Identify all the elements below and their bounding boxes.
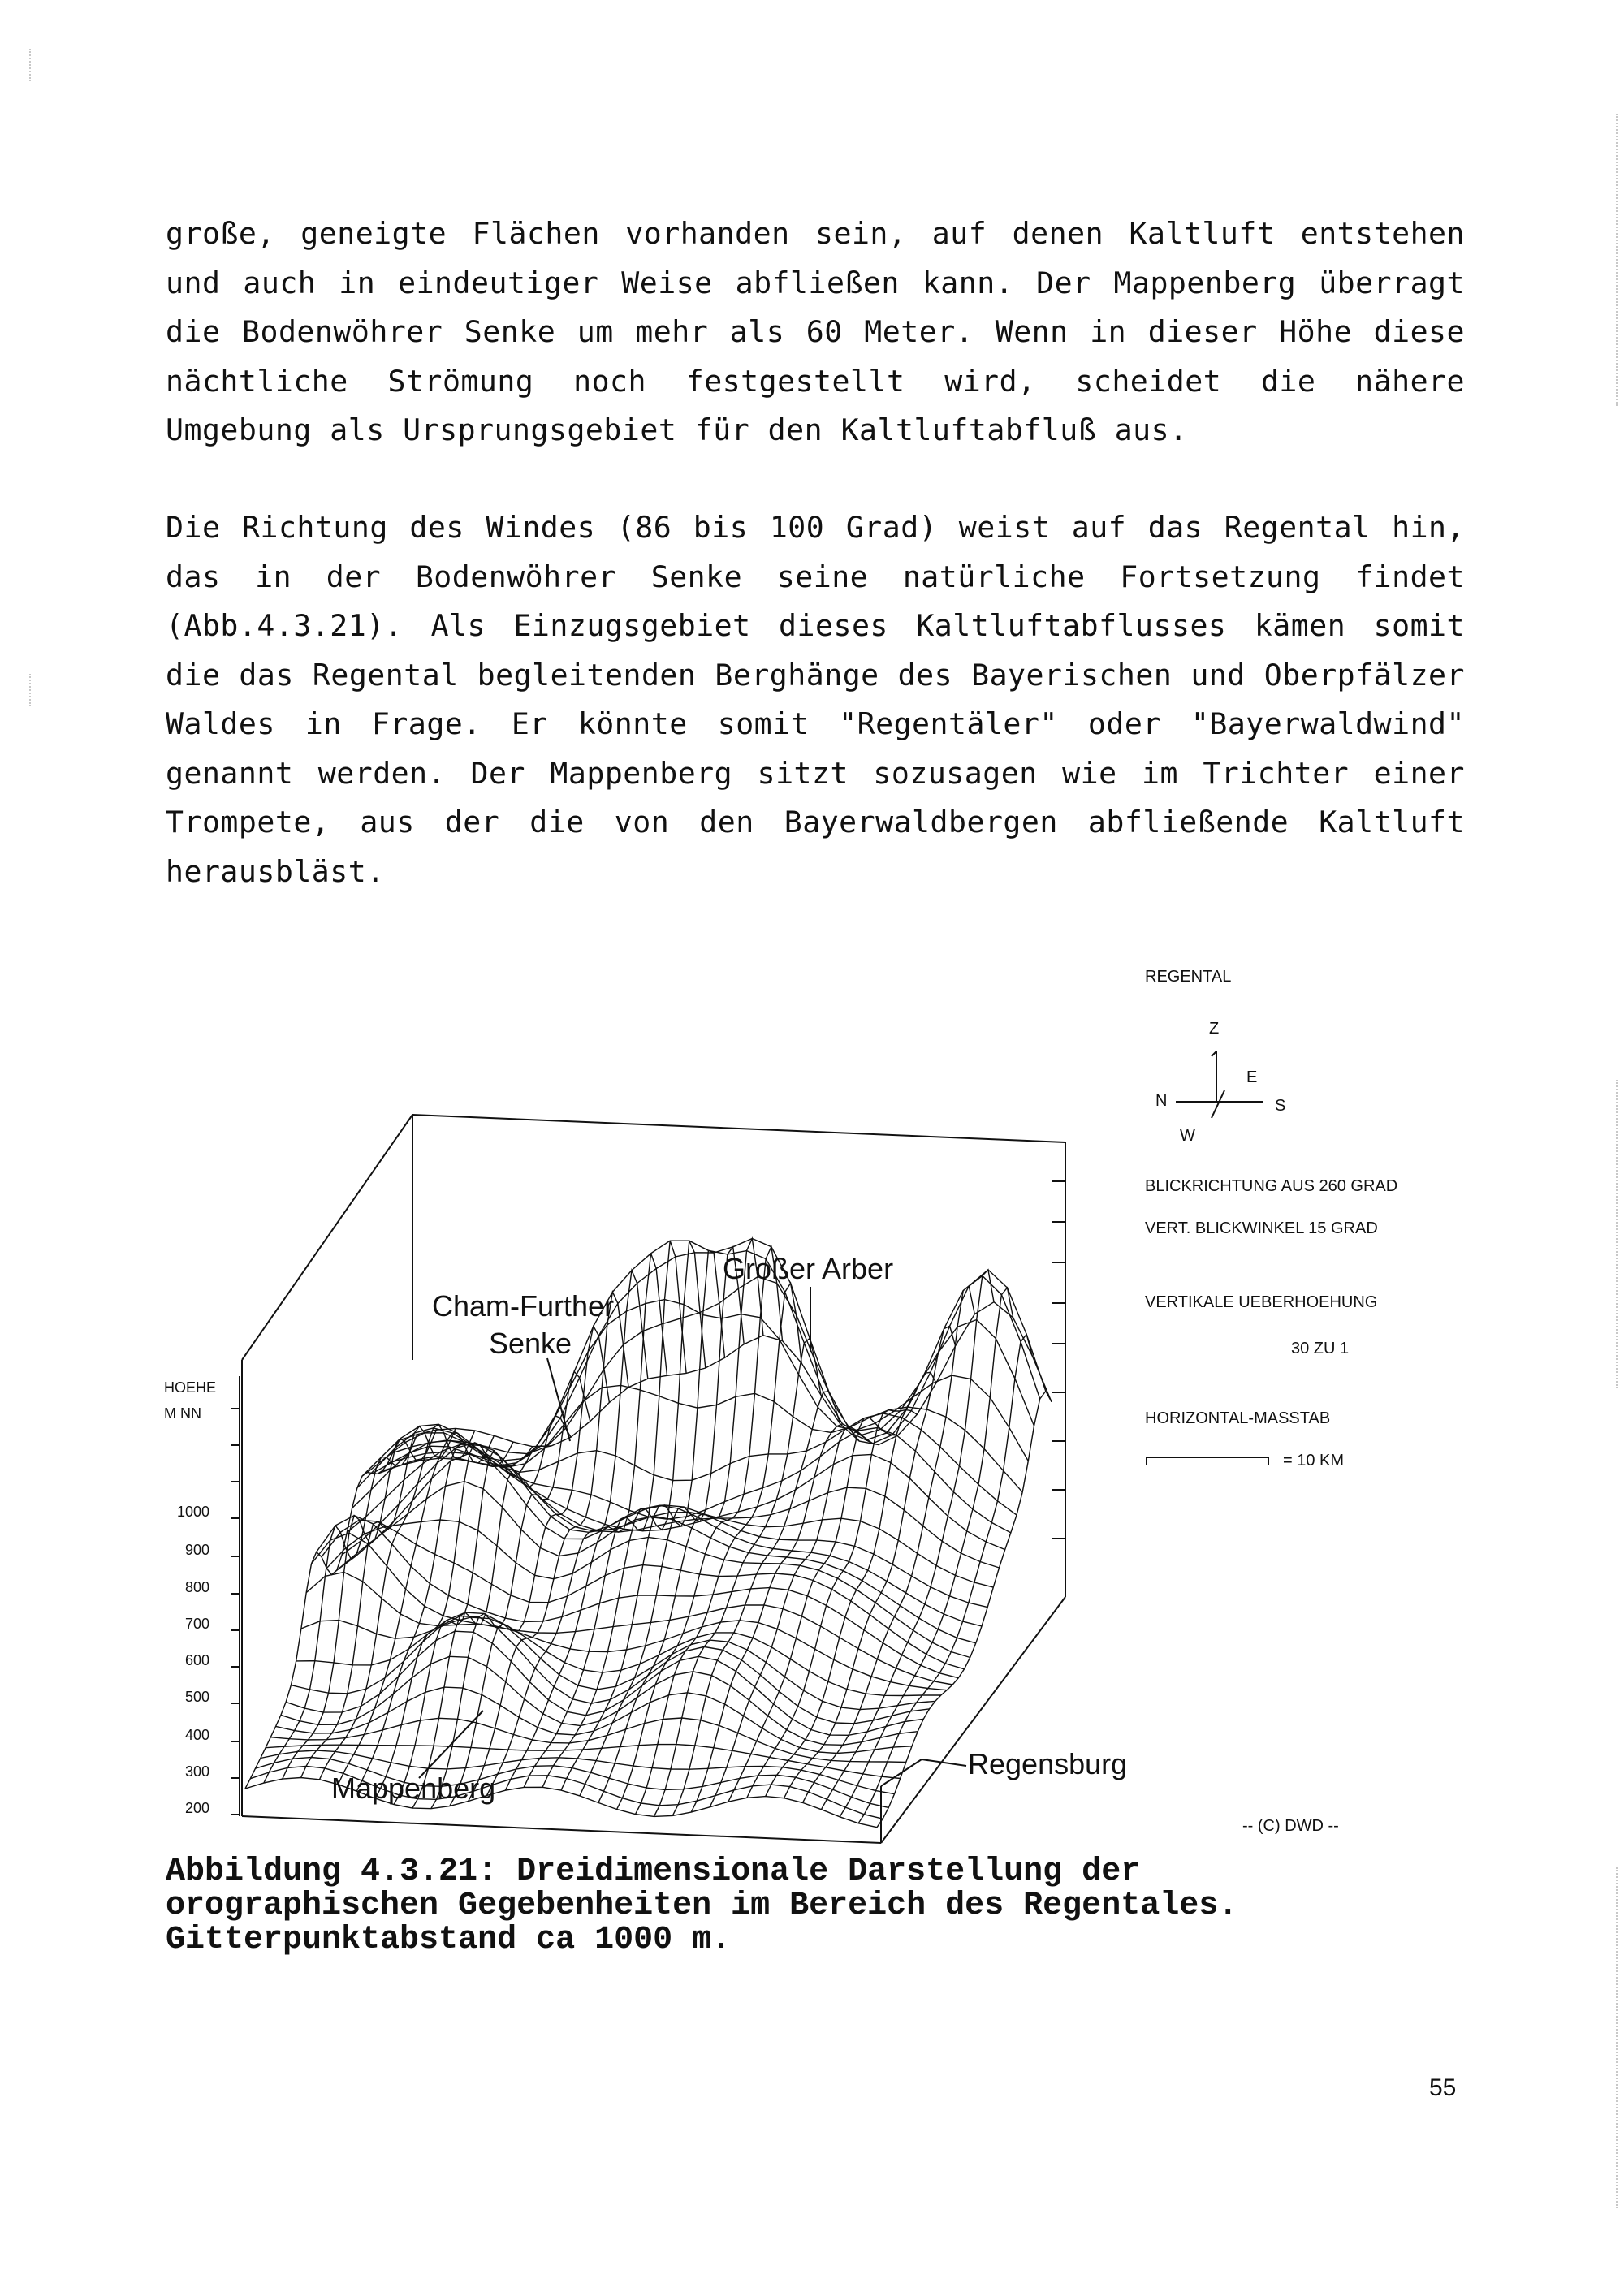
exaggeration-value: 30 ZU 1 [1291, 1340, 1350, 1357]
scan-edge-left [29, 674, 31, 706]
terrain-grid-row [388, 1239, 1040, 1464]
terrain-grid-column [840, 1288, 1013, 1817]
axis-title-line1: HOEHE [164, 1379, 217, 1396]
compass-east-label: E [1246, 1068, 1258, 1086]
terrain-grid-column [710, 1427, 879, 1807]
terrain-grid-row [312, 1533, 953, 1685]
terrain-grid-row [347, 1444, 993, 1587]
label-mappenberg: Mappenberg [331, 1772, 496, 1805]
figure-caption: Abbildung 4.3.21: Dreidimensionale Darstellung der orographischen Gegebenheiten im Bereich des Regentales. Gitterpunktabstand ca 1000 m. [166, 1854, 1238, 1958]
label-cham-further: Cham-Further [432, 1289, 615, 1323]
terrain-grid-column [821, 1270, 994, 1810]
scan-edge-right [1616, 114, 1618, 406]
compass-south-label: S [1275, 1097, 1286, 1115]
right-ticks [1052, 1181, 1065, 1539]
terrain-figure [154, 938, 1453, 1847]
scale-value: = 10 KM [1283, 1452, 1345, 1470]
terrain-grid-column [747, 1410, 918, 1798]
compass-west-label: W [1180, 1127, 1195, 1145]
view-direction: BLICKRICHTUNG AUS 260 GRAD [1145, 1177, 1398, 1195]
vertical-angle: VERT. BLICKWINKEL 15 GRAD [1145, 1219, 1378, 1237]
exaggeration-label: VERTIKALE UEBERHOEHUNG [1145, 1293, 1378, 1311]
legend [1145, 968, 1397, 1835]
axis-tick-label: 400 [185, 1727, 210, 1743]
axis-tick-label: 200 [185, 1800, 210, 1816]
body-paragraph-1: große, geneigte Flächen vorhanden sein, auf denen Kaltluft entstehen und auch in eindeutiger Weise abfließen kann. Der Mappenberg überragt die Bodenwöhrer Senke um mehr als 60 Meter. Wenn in dieser Höhe diese nächtliche Strömung noch festgestellt wird, scheidet die nähere Umgebung als Ursprungsgebiet für den Kaltluftabfluß aus. [166, 216, 1465, 447]
copyright: -- (C) DWD -- [1242, 1817, 1339, 1835]
axis-tick-label: 700 [185, 1616, 210, 1632]
terrain-wireframe [245, 1239, 1052, 1828]
page-number: 55 [1429, 2074, 1457, 2101]
scan-edge-left [29, 49, 31, 81]
axis-tick-label: 1000 [177, 1504, 210, 1520]
height-axis [231, 1376, 240, 1816]
terrain-grid-column [245, 1441, 398, 1789]
body-paragraph-2: Die Richtung des Windes (86 bis 100 Grad) weist auf das Regental hin, das in der Bodenwöhrer Senke seine natürliche Fortsetzung findet (Abb.4.3.21). Als Einzugsgebiet dieses Kaltluftabflusses kämen somit die das Regental begleitenden Berghänge des Bayerischen und Oberpfälzer Waldes in Frage. Er könnte somit "Regentäler" oder "Bayerwaldwind" genannt werden. Der Mappenberg sitzt sozusagen wie im Trichter einer Trompete, aus der die von den Bayerwaldbergen abfließende Kaltluft herausbläst. [166, 510, 1465, 889]
scale-label: HORIZONTAL-MASSTAB [1145, 1409, 1331, 1427]
compass-north-label: N [1155, 1092, 1168, 1110]
terrain-grid-row [367, 1413, 1017, 1515]
terrain-grid-row [337, 1453, 982, 1626]
axis-tick-label: 900 [185, 1542, 210, 1558]
label-regensburg: Regensburg [968, 1747, 1128, 1780]
annotation-leaders [419, 1287, 966, 1786]
axis-title-line2: M NN [164, 1405, 201, 1422]
terrain-grid-row [398, 1302, 1052, 1447]
scale-bar-icon [1147, 1457, 1268, 1465]
axis-tick-label: 600 [185, 1652, 210, 1668]
terrain-grid-row [382, 1241, 1034, 1470]
compass-up-label: Z [1209, 1020, 1220, 1038]
axis-tick-label: 300 [185, 1763, 210, 1780]
scan-edge-right [1616, 1867, 1618, 2208]
label-senke: Senke [489, 1327, 572, 1360]
label-grosser-arber: Großer Arber [723, 1252, 894, 1285]
axis-tick-label: 800 [185, 1579, 210, 1595]
scan-edge-right [1616, 1080, 1618, 1388]
legend-title: REGENTAL [1145, 968, 1232, 986]
terrain-grid-row [332, 1482, 976, 1643]
terrain-grid-column [691, 1424, 859, 1812]
axis-tick-label: 500 [185, 1689, 210, 1705]
